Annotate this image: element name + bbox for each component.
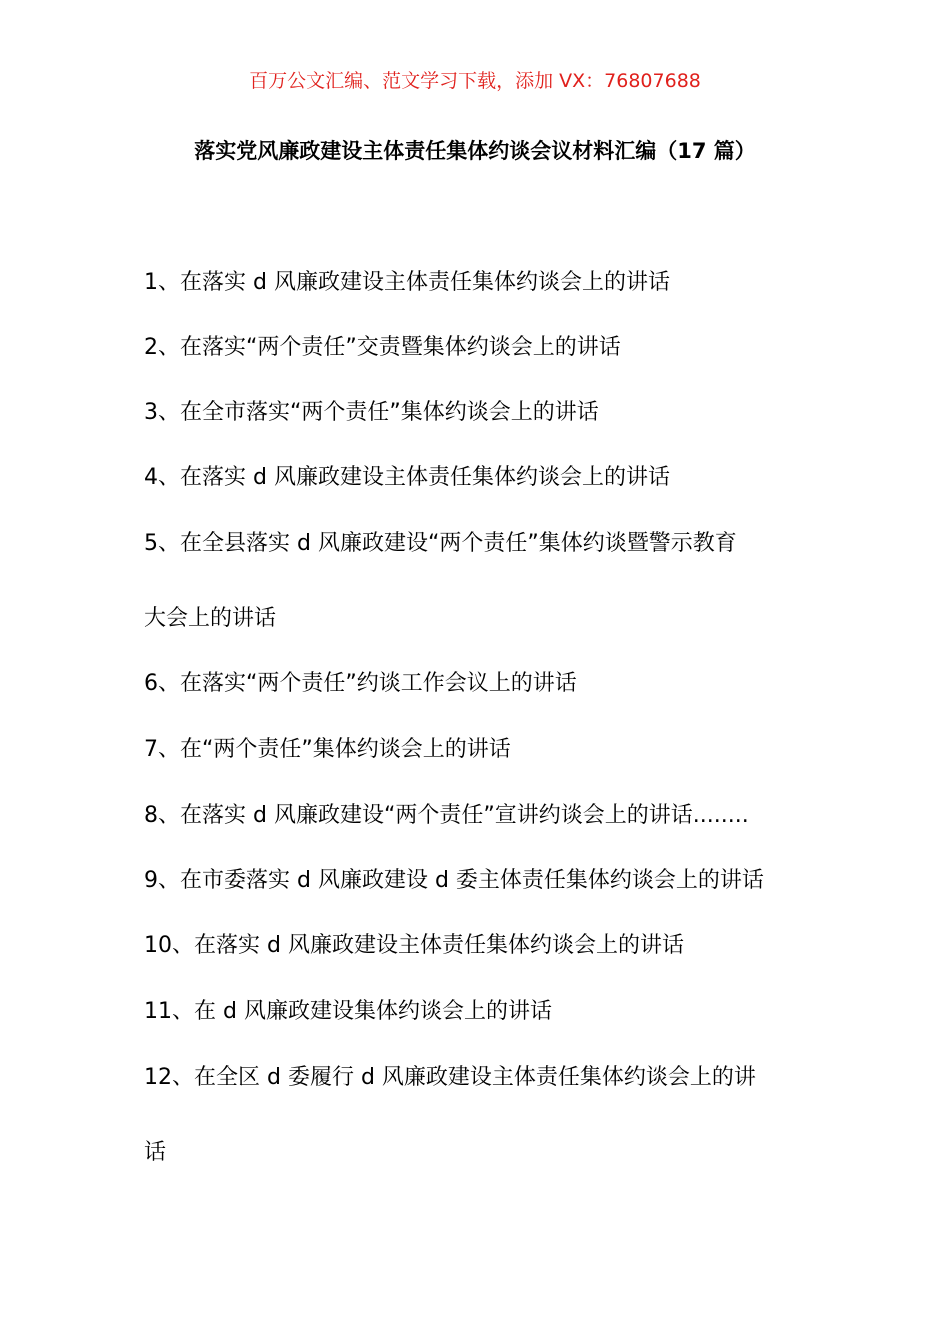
toc-item-12-line-1: 12、在全区 d 委履行 d 风廉政建设主体责任集体约谈会上的讲: [144, 1065, 756, 1090]
toc-item-2: 2、在落实“两个责任”交责暨集体约谈会上的讲话: [144, 335, 621, 360]
toc-item-11: 11、在 d 风廉政建设集体约谈会上的讲话: [144, 999, 552, 1024]
toc-item-8: 8、在落实 d 风廉政建设“两个责任”宣讲约谈会上的讲话........: [144, 803, 749, 828]
toc-item-3: 3、在全市落实“两个责任”集体约谈会上的讲话: [144, 400, 599, 425]
toc-item-10: 10、在落实 d 风廉政建设主体责任集体约谈会上的讲话: [144, 933, 684, 958]
toc-item-7: 7、在“两个责任”集体约谈会上的讲话: [144, 737, 511, 762]
toc-item-1: 1、在落实 d 风廉政建设主体责任集体约谈会上的讲话: [144, 270, 670, 295]
toc-item-9: 9、在市委落实 d 风廉政建设 d 委主体责任集体约谈会上的讲话: [144, 868, 764, 893]
header-note: 百万公文汇编、范文学习下载，添加 VX：76807688: [249, 70, 701, 92]
toc-item-6: 6、在落实“两个责任”约谈工作会议上的讲话: [144, 671, 577, 696]
toc-item-12-line-2: 话: [144, 1140, 167, 1165]
toc-item-5-line-1: 5、在全县落实 d 风廉政建设“两个责任”集体约谈暨警示教育: [144, 531, 737, 556]
document-title: 落实党风廉政建设主体责任集体约谈会议材料汇编（17 篇）: [194, 139, 756, 163]
toc-item-5-line-2: 大会上的讲话: [144, 606, 277, 631]
toc-item-4: 4、在落实 d 风廉政建设主体责任集体约谈会上的讲话: [144, 465, 670, 490]
